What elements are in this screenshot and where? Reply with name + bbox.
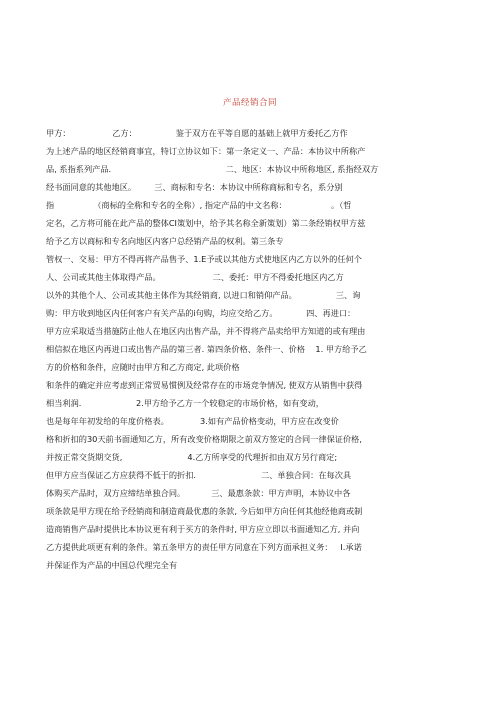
body-line: 体购买产品时，双方应缔结单独合同。 三、最惠条款：甲方声明，本协议中各 [46, 488, 351, 498]
body-line: 方的价格和条件，应随时由甲方和乙方商定, 此项价格 [46, 362, 240, 372]
body-line: 并保证作为产品的中国总代理完全有 [46, 560, 178, 570]
body-line: 和条件的确定并应考虑到正常贸易惯例及经常存在的市场竞争情况, 使双方从销售中获得 [46, 380, 363, 390]
body-line: 管权一、交易：甲方不得再将产品售予、1.E予或以其他方式使地区内乙方以外的任何个 [46, 254, 362, 264]
body-line: 人、公司或其他主体取得产品。 二、委托：甲方不得委托地区内乙方 [46, 272, 344, 282]
body-line: 购：甲方收到地区内任何客户有关产品的i句购，均应交给乙方。 四、再进口： [46, 308, 356, 318]
body-line: 并按正常交货期交货, 4.乙方所享受的代理折扣由双方另行商定; [46, 452, 338, 462]
body-line: 也是每年年初发给的年度价格表。 3.如有产品价格变动，甲方应在改变价 [46, 416, 339, 426]
body-line: 甲方： 乙方： 鉴于双方在平等自愿的基础上就甲方委托乙方作 [46, 128, 348, 138]
body-line: 给予乙方以商标和专名向地区内客户总经销产品的权利。第三条专 [46, 236, 284, 246]
document-title: 产品经销合同 [222, 98, 277, 108]
body-line: 造商销售产品时提供比本协议更有利于买方的条件时, 甲方应立即以书面通知乙方, 并向 [46, 524, 360, 534]
body-line: 以外的其他个人、公司或其他主体作为其经销商, 以进口和销仰产品。 三、询 [46, 290, 361, 300]
body-line: 指 （商标的全称和专名的全称）, 指定产品的中文名称： 。（哲 [46, 200, 352, 210]
document-body [46, 124, 456, 574]
body-line: 为上述产品的地区经销商事宜，特订立协议如下：第一条定义一、产品：本协议中所称产 [46, 146, 366, 156]
body-line: 经书面同意的其他地区。 三、商标和专名：本协议中所称商标和专名，系分别 [46, 182, 343, 192]
body-line: 格和折扣的30天前书面通知乙方，所有改变价格期限之前双方签定的合同一律保证价格, [46, 434, 362, 444]
body-line: 定名，乙方将可能在此产品的整体CI策划中，给予其名称全新策划）第二条经销权甲方兹 [46, 218, 366, 228]
body-line: 甲方应采取适当措施防止他人在地区内出售产品，并不得将产品卖给甲方知道的或有理由 [46, 326, 366, 336]
body-line: 但甲方应当保证乙方应获得不低于的折扣. 二、单独合同：在每次具 [46, 470, 352, 480]
body-line: 相信拟在地区内再进口或出售产品的第三者. 第四条价格、条件一、价格 1. 甲方给予乙 [46, 344, 367, 354]
body-line: 项条款是甲方现在给予经销商和制造商最优惠的条款, 今后如甲方向任何其他经他商或制 [46, 506, 363, 516]
body-line: 乙方提供此项更有利的条件。第五条甲方的责任甲方同意在下列方面承担义务： I.承诺 [46, 542, 362, 552]
body-line: 相当利润. 2.甲方给予乙方一个较稳定的市场价格，如有变动， [46, 398, 324, 408]
body-line: 品, 系指系列产品. 二、地区：本协议中所称地区, 系指经双方 [46, 164, 379, 174]
